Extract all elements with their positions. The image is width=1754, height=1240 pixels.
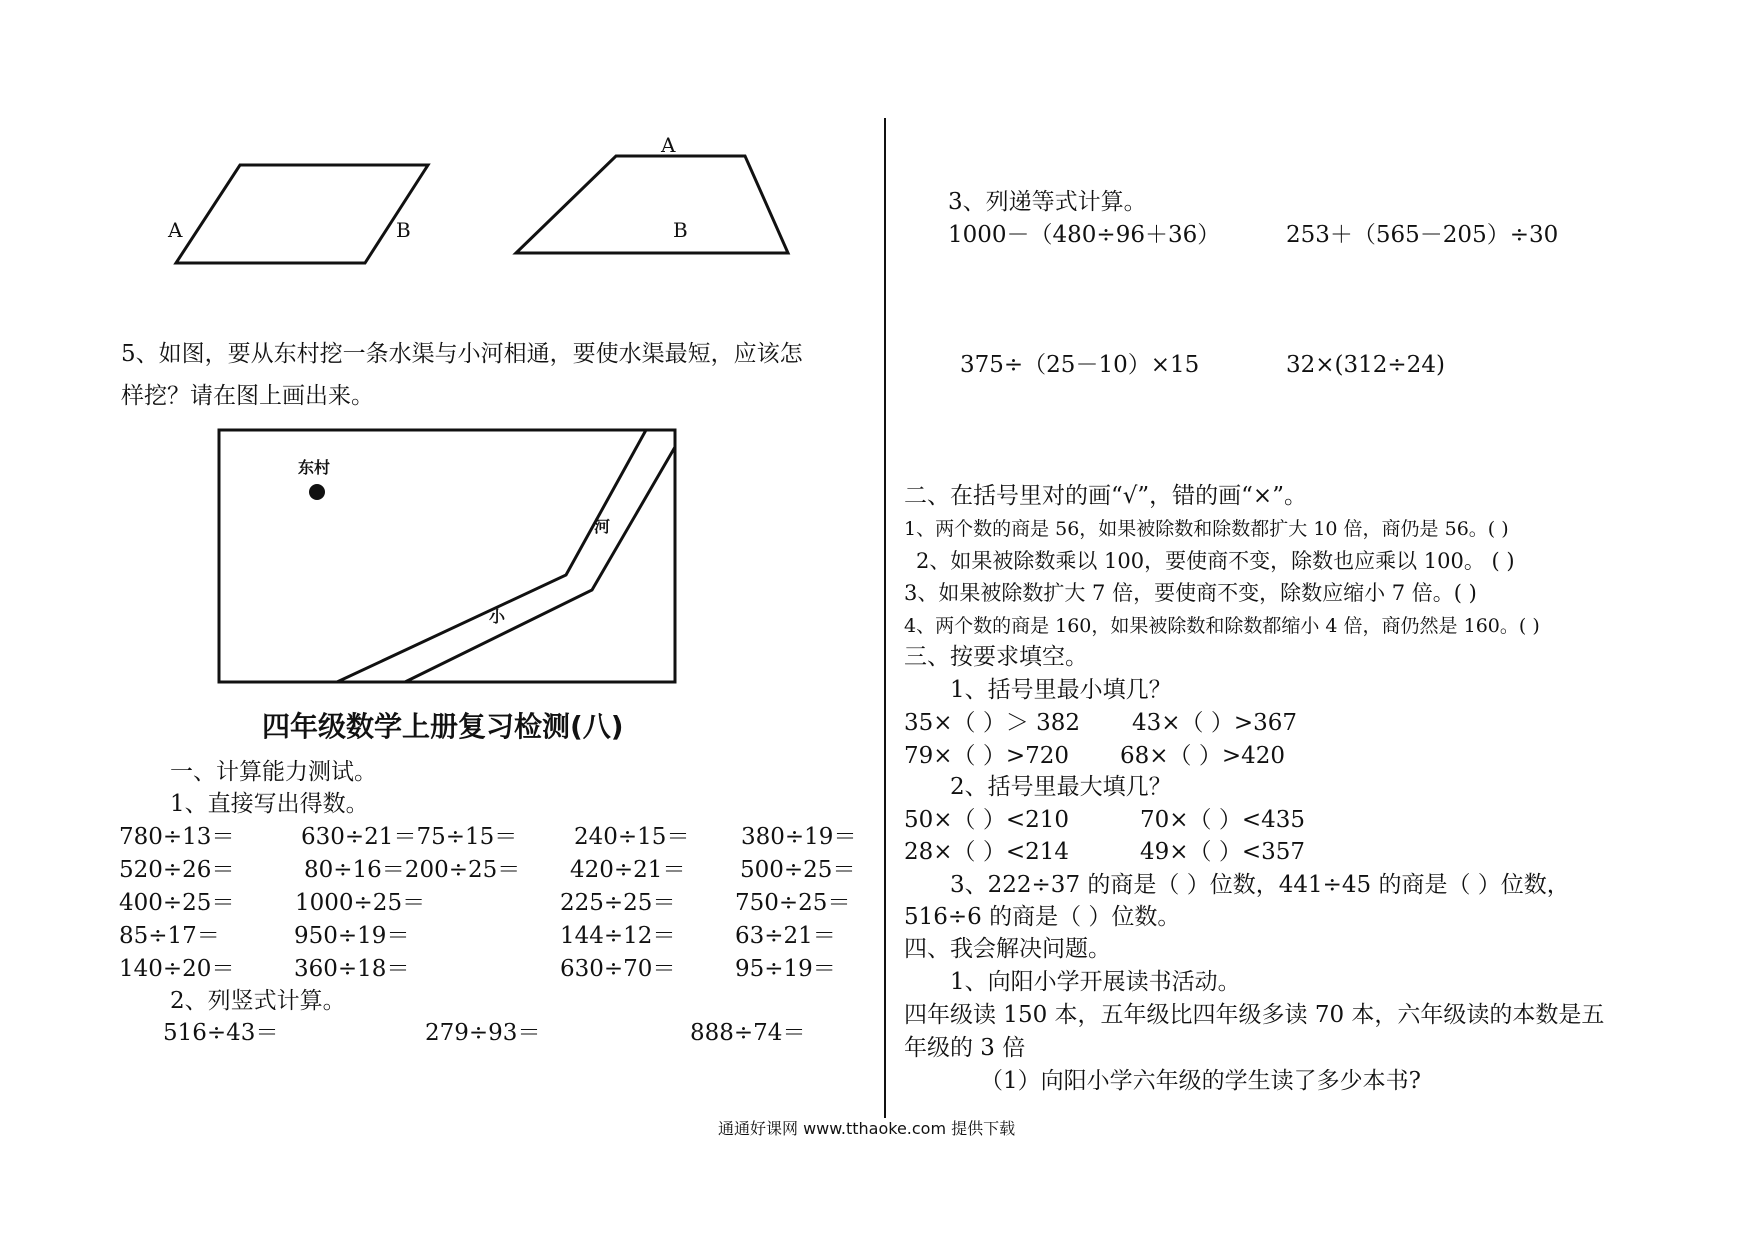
section3-q1: 1、括号里最小填几？ (950, 677, 1172, 703)
q5-line2: 样挖？请在图上画出来。 (121, 383, 374, 409)
section3-q3-line1: 3、222÷37 的商是（ ）位数，441÷45 的商是（ ）位数， (950, 872, 1570, 898)
section2-heading: 二、在括号里对的画“√”，错的画“×”。 (904, 483, 1307, 509)
calc-r2c1: 1000÷25＝ (295, 890, 426, 916)
step-eq-1: 1000－（480÷96＋36） (948, 222, 1221, 248)
section1-sub2: 2、列竖式计算。 (170, 988, 346, 1014)
max-fill-2: 70×（ ）<435 (1140, 807, 1306, 833)
section3-heading: 三、按要求填空。 (904, 644, 1088, 670)
trapezoid-shape (516, 156, 788, 253)
parallelogram-label-b: B (396, 218, 411, 242)
vertical-calc-2: 279÷93＝ (425, 1020, 541, 1046)
section4-q1: 1、向阳小学开展读书活动。 (950, 969, 1241, 995)
trapezoid-label-b: B (673, 218, 688, 242)
calc-r1c1: 80÷16＝200÷25＝ (304, 857, 521, 883)
river-label-he: 河 (594, 517, 611, 536)
calc-r3c0: 85÷17＝ (119, 923, 220, 949)
section1-heading: 一、计算能力测试。 (170, 759, 377, 785)
step-eq-2: 253＋（565－205）÷30 (1286, 222, 1559, 248)
calc-r4c3: 95÷19＝ (735, 956, 836, 982)
section4-sub: （1）向阳小学六年级的学生读了多少本书? (980, 1068, 1421, 1094)
footer-credit: 通通好课网 www.tthaoke.com 提供下载 (718, 1119, 1016, 1138)
river-bank-right (405, 447, 675, 682)
calc-r0c0: 780÷13＝ (119, 824, 235, 850)
section3-q3-line2: 516÷6 的商是（ ）位数。 (904, 904, 1181, 930)
calc-r1c0: 520÷26＝ (119, 857, 235, 883)
map-frame (219, 430, 675, 682)
calc-r4c2: 630÷70＝ (560, 956, 676, 982)
calc-r4c1: 360÷18＝ (294, 956, 410, 982)
calc-r2c0: 400÷25＝ (119, 890, 235, 916)
page-title: 四年级数学上册复习检测(八) (262, 710, 624, 743)
tf-item-4: 4、两个数的商是 160，如果被除数和除数都缩小 4 倍，商仍然是 160。( ) (904, 615, 1540, 637)
max-fill-4: 49×（ ）<357 (1140, 839, 1306, 865)
tf-item-1: 1、两个数的商是 56，如果被除数和除数都扩大 10 倍，商仍是 56。( ) (904, 518, 1509, 540)
calc-r0c1: 630÷21＝75÷15＝ (301, 824, 518, 850)
section4-text2: 年级的 3 倍 (904, 1035, 1026, 1061)
max-fill-3: 28×（ ）<214 (904, 839, 1070, 865)
calc-r2c3: 750÷25＝ (735, 890, 851, 916)
step-eq-4: 32×(312÷24) (1286, 352, 1445, 378)
calc-r3c1: 950÷19＝ (294, 923, 410, 949)
tf-item-2: 2、如果被除数乘以 100，要使商不变，除数也应乘以 100。 ( ) (916, 549, 1515, 573)
vertical-calc-3: 888÷74＝ (690, 1020, 806, 1046)
calc-r1c3: 500÷25＝ (740, 857, 856, 883)
village-dot (309, 484, 325, 500)
min-fill-2: 43×（ ）>367 (1132, 710, 1298, 736)
tf-item-3: 3、如果被除数扩大 7 倍，要使商不变，除数应缩小 7 倍。( ) (904, 581, 1477, 605)
vertical-calc-1: 516÷43＝ (163, 1020, 279, 1046)
village-label: 东村 (298, 458, 331, 477)
calc-r0c3: 380÷19＝ (741, 824, 857, 850)
right-sub3: 3、列递等式计算。 (948, 189, 1147, 215)
section3-q2: 2、括号里最大填几？ (950, 774, 1172, 800)
river-label-xiao: 小 (489, 607, 506, 626)
max-fill-1: 50×（ ）<210 (904, 807, 1070, 833)
parallelogram-label-a: A (168, 218, 183, 242)
section4-text1: 四年级读 150 本，五年级比四年级多读 70 本，六年级读的本数是五 (904, 1002, 1605, 1028)
trapezoid-label-a: A (661, 133, 676, 157)
section1-sub1: 1、直接写出得数。 (170, 791, 369, 817)
min-fill-1: 35×（ ）＞ 382 (904, 710, 1081, 736)
step-eq-3: 375÷（25－10）×15 (960, 352, 1200, 378)
calc-r1c2: 420÷21＝ (570, 857, 686, 883)
river-bank-left (337, 430, 646, 682)
calc-r2c2: 225÷25＝ (560, 890, 676, 916)
q5-line1: 5、如图，要从东村挖一条水渠与小河相通，要使水渠最短，应该怎 (121, 341, 803, 367)
min-fill-3: 79×（ ）>720 (904, 743, 1070, 769)
calc-r0c2: 240÷15＝ (574, 824, 690, 850)
parallelogram-shape (176, 165, 428, 263)
min-fill-4: 68×（ ）>420 (1120, 743, 1286, 769)
calc-r3c3: 63÷21＝ (735, 923, 836, 949)
calc-r3c2: 144÷12＝ (560, 923, 676, 949)
section4-heading: 四、我会解决问题。 (904, 936, 1111, 962)
calc-r4c0: 140÷20＝ (119, 956, 235, 982)
